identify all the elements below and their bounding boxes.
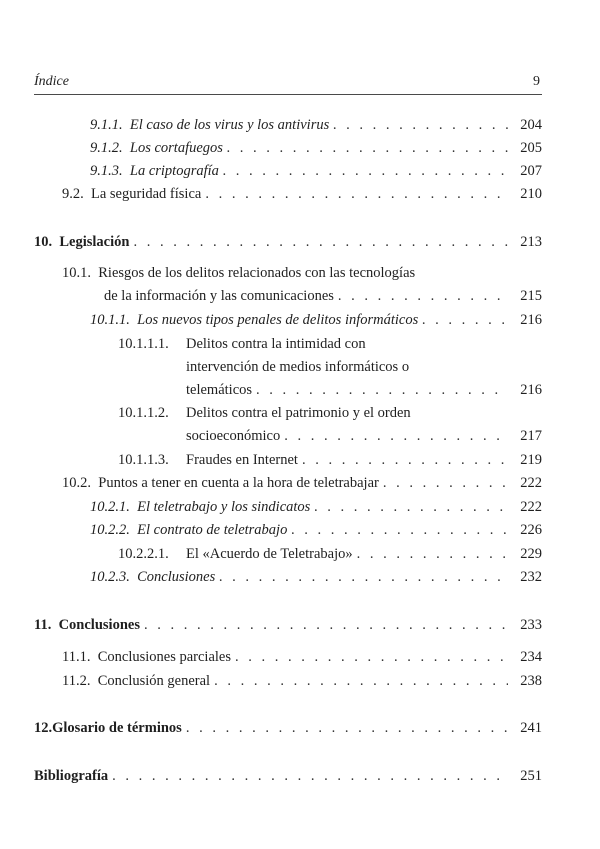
toc-entry-number: 10.1.1.1.: [118, 336, 169, 352]
leader-dots: [256, 379, 508, 401]
toc-entry-number: 10.1.: [62, 265, 91, 281]
leader-dots: [223, 160, 508, 182]
toc-entry-title: Fraudes en Internet: [186, 452, 298, 468]
toc-entry-title: de la información y las comunicaciones: [104, 288, 334, 304]
toc-entry-number: 10.2.: [62, 475, 91, 491]
leader-dots: [235, 646, 508, 668]
toc-entry[interactable]: [90, 114, 542, 136]
toc-entry-first-line[interactable]: [118, 402, 411, 424]
toc-entry-page: 213: [520, 234, 542, 250]
toc-entry[interactable]: [62, 183, 542, 205]
toc-entry-title: El teletrabajo y los sindicatos: [137, 499, 311, 515]
leader-dots: [333, 114, 508, 136]
toc-entry-title: Riesgos de los delitos relacionados con las tecnologías: [98, 265, 416, 281]
toc-entry-title: Los nuevos tipos penales de delitos informáticos: [137, 312, 419, 328]
toc-entry-title: El «Acuerdo de Teletrabajo»: [186, 546, 353, 562]
toc-entry-title: telemáticos: [186, 382, 253, 398]
toc-entry-page: 219: [520, 452, 542, 468]
toc-entry-title: Bibliografía: [34, 768, 109, 784]
leader-dots: [284, 425, 508, 447]
toc-entry[interactable]: [90, 137, 542, 159]
toc-entry-number: 10.2.3.: [90, 569, 130, 585]
toc-entry-number: 10.1.1.2.: [118, 405, 169, 421]
running-header: [34, 72, 542, 95]
toc-entry-page: 217: [520, 428, 542, 444]
toc-entry-number: 12.: [34, 720, 53, 736]
toc-entry[interactable]: [90, 160, 542, 182]
toc-entry-number: 10.2.2.: [90, 522, 130, 538]
leader-dots: [302, 449, 508, 471]
toc-entry-number: 9.1.1.: [90, 117, 123, 133]
toc-entry-number: 11.2.: [62, 673, 91, 689]
leader-dots: [214, 670, 508, 692]
toc-entry-page: 207: [520, 163, 542, 179]
leader-dots: [338, 285, 508, 307]
toc-entry[interactable]: [118, 449, 542, 471]
toc-entry-title: Conclusiones: [58, 617, 140, 633]
toc-entry[interactable]: [62, 472, 542, 494]
leader-dots: [227, 137, 508, 159]
toc-entry-title: La criptografía: [129, 163, 219, 179]
toc-entry-title: Delitos contra el patrimonio y el orden: [186, 405, 411, 421]
toc-entry-title: Puntos a tener en cuenta a la hora de teletrabajar: [98, 475, 379, 491]
toc-entry-page: 229: [520, 546, 542, 562]
toc-entry-title: Legislación: [59, 234, 130, 250]
toc-entry-title: Conclusiones parciales: [97, 649, 232, 665]
toc-chapter[interactable]: [34, 765, 542, 787]
toc-entry[interactable]: [186, 379, 542, 401]
leader-dots: [205, 183, 508, 205]
toc-entry-number: 9.2.: [62, 186, 84, 202]
leader-dots: [219, 566, 508, 588]
toc-entry-page: 215: [520, 288, 542, 304]
toc-entry-title: Conclusiones: [137, 569, 216, 585]
leader-dots: [133, 231, 508, 253]
toc-entry[interactable]: [62, 670, 542, 692]
toc-entry[interactable]: [118, 543, 542, 565]
leader-dots: [186, 717, 508, 739]
toc-entry-title: El caso de los virus y los antivirus: [129, 117, 330, 133]
toc-entry-first-line[interactable]: [62, 262, 415, 284]
toc-entry-page: 241: [520, 720, 542, 736]
leader-dots: [112, 765, 508, 787]
toc-entry-page: 222: [520, 499, 542, 515]
toc-entry-page: 251: [520, 768, 542, 784]
toc-entry-number: 10.2.1.: [90, 499, 130, 515]
toc-entry-number: 10.: [34, 234, 53, 250]
toc-entry-title: Los cortafuegos: [129, 140, 223, 156]
toc-entry-title: Delitos contra la intimidad con: [186, 336, 366, 352]
toc-entry-first-line[interactable]: [118, 333, 366, 355]
toc-entry[interactable]: [90, 519, 542, 541]
toc-entry-number: 10.1.1.3.: [118, 452, 169, 468]
toc-entry-page: 226: [520, 522, 542, 538]
leader-dots: [144, 614, 508, 636]
toc-entry-page: 232: [520, 569, 542, 585]
toc-entry-page: 216: [520, 382, 542, 398]
toc-entry[interactable]: [104, 285, 542, 307]
toc-entry-number: 10.2.2.1.: [118, 546, 169, 562]
toc-chapter[interactable]: [34, 614, 542, 636]
toc-entry-page: 210: [520, 186, 542, 202]
toc-entry-title: socioeconómico: [186, 428, 281, 444]
leader-dots: [422, 309, 508, 331]
toc-entry-continuation: [186, 356, 409, 378]
toc-entry-title: La seguridad física: [91, 186, 202, 202]
toc-entry[interactable]: [62, 646, 542, 668]
toc-entry-number: 11.1.: [62, 649, 91, 665]
leader-dots: [357, 543, 508, 565]
toc-entry-title: intervención de medios informáticos o: [186, 359, 410, 375]
header-page-number: 9: [533, 74, 540, 89]
toc-entry-number: 9.1.3.: [90, 163, 123, 179]
toc-entry-number: 9.1.2.: [90, 140, 123, 156]
toc-entry-page: 238: [520, 673, 542, 689]
toc-entry-number: 10.1.1.: [90, 312, 130, 328]
toc-entry-page: 233: [520, 617, 542, 633]
toc-entry-title: El contrato de teletrabajo: [137, 522, 288, 538]
toc-entry-page: 234: [520, 649, 542, 665]
toc-entry[interactable]: [90, 309, 542, 331]
toc-chapter[interactable]: [34, 717, 542, 739]
toc-entry-page: 216: [520, 312, 542, 328]
leader-dots: [291, 519, 508, 541]
toc-entry[interactable]: [90, 566, 542, 588]
toc-entry-page: 222: [520, 475, 542, 491]
leader-dots: [383, 472, 508, 494]
toc-entry[interactable]: [186, 425, 542, 447]
toc-entry-number: 11.: [34, 617, 52, 633]
header-section-title: Índice: [34, 74, 69, 89]
leader-dots: [314, 496, 508, 518]
toc-entry-page: 205: [520, 140, 542, 156]
toc-entry-page: 204: [520, 117, 542, 133]
toc-entry-title: Glosario de términos: [52, 720, 182, 736]
toc-chapter[interactable]: [34, 231, 542, 253]
toc-entry[interactable]: [90, 496, 542, 518]
toc-entry-title: Conclusión general: [97, 673, 211, 689]
